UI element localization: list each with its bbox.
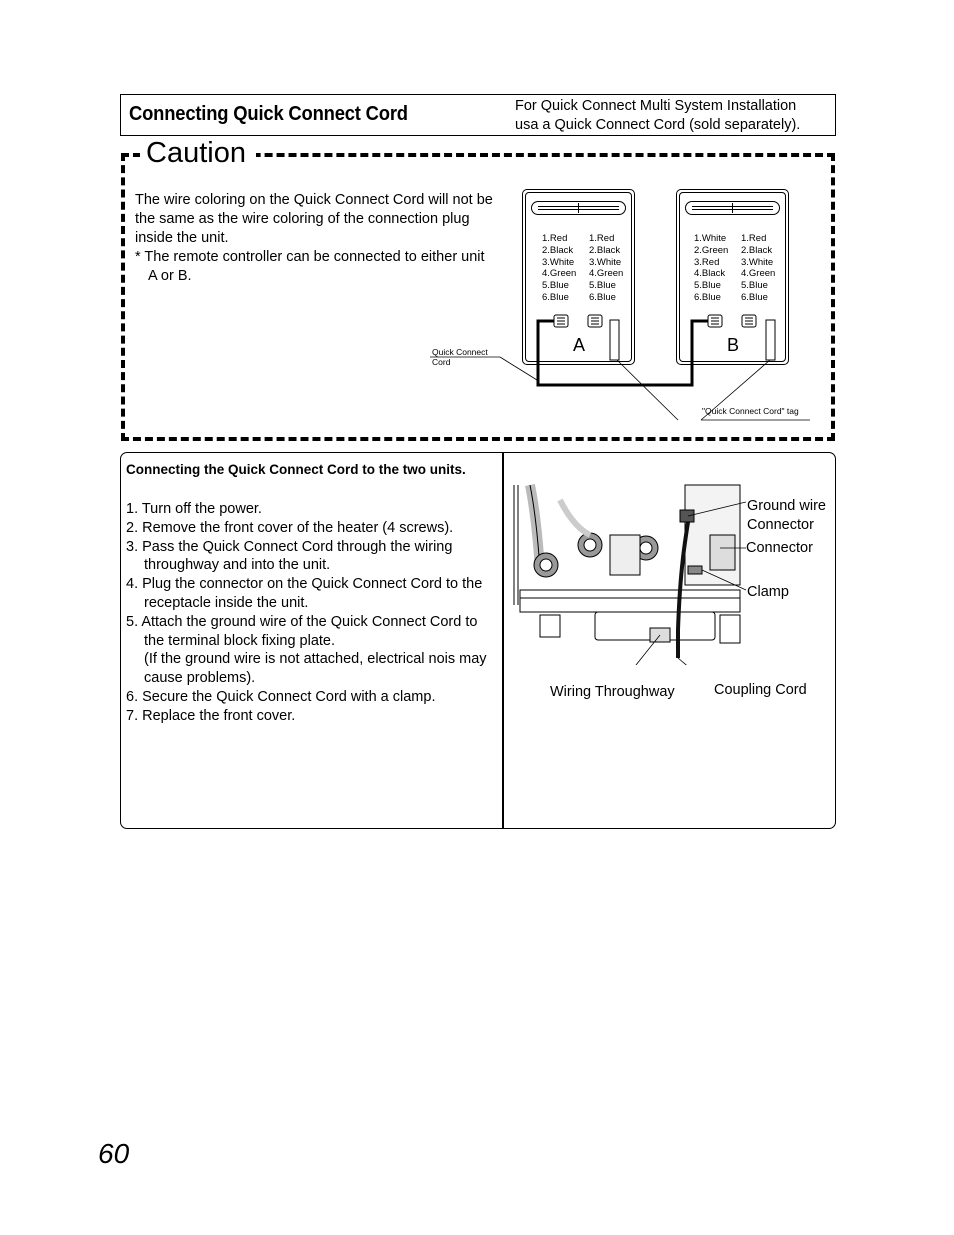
unit-a-wire-list-1: 1.Red 2.Black 3.White 4.Green 5.Blue 6.Blue	[542, 233, 577, 303]
unit-a-connectors	[554, 315, 619, 360]
unit-b-label: B	[727, 335, 740, 355]
section-title: Connecting Quick Connect Cord	[129, 103, 408, 125]
section-header-box	[120, 94, 836, 136]
instruction-step: 6. Secure the Quick Connect Cord with a clamp.	[126, 688, 436, 705]
unit-b-connectors	[708, 315, 775, 360]
quick-connect-cord-line	[538, 321, 708, 385]
instructions-divider	[502, 453, 504, 828]
quick-connect-cord-label	[432, 347, 488, 367]
cord-wiring-svg	[420, 180, 820, 425]
caution-paragraph: The wire coloring on the Quick Connect Cord will not be the same as the wire coloring of the connection plug inside the unit.	[135, 192, 493, 246]
header-note-line2: usa a Quick Connect Cord (sold separately).	[515, 117, 801, 133]
header-note	[515, 97, 835, 135]
instructions-title: Connecting the Quick Connect Cord to the two units.	[126, 462, 466, 477]
instruction-step: 7. Replace the front cover.	[126, 707, 296, 724]
unit-a-wire-list-2: 1.Red 2.Black 3.White 4.Green 5.Blue 6.Blue	[589, 233, 624, 303]
clamp-label: Clamp	[747, 584, 789, 600]
unit-interior-illustration	[510, 480, 750, 665]
instruction-step-note: (If the ground wire is not attached, electrical nois may cause problems).	[144, 651, 487, 687]
instructions-list	[126, 500, 496, 726]
caution-title: Caution	[140, 136, 256, 170]
ground-wire-connector-label: Ground wire Connector	[747, 498, 826, 533]
header-note-line1: For Quick Connect Multi System Installation	[515, 98, 797, 114]
instruction-step: 5. Attach the ground wire of the Quick Connect Cord to the terminal block fixing plate.	[126, 613, 478, 649]
instruction-step: 2. Remove the front cover of the heater (4 screws).	[126, 519, 454, 536]
coupling-cord-label: Coupling Cord	[714, 682, 807, 698]
unit-a-label: A	[573, 335, 586, 355]
cord-tag-label: "Quick Connect Cord" tag	[702, 406, 799, 416]
instruction-step: 4. Plug the connector on the Quick Connect Cord to the receptacle inside the unit.	[126, 576, 483, 611]
instruction-step: 1. Turn off the power.	[126, 501, 262, 517]
unit-connection-diagram	[420, 180, 820, 425]
cord-label-line2: Cord	[432, 357, 451, 367]
instruction-step: 3. Pass the Quick Connect Cord through the wiring throughway and into the unit.	[126, 538, 453, 574]
unit-b-wire-list-1: 1.White 2.Green 3.Red 4.Black 5.Blue 6.Blue	[694, 233, 729, 303]
connector-label: Connector	[746, 540, 813, 556]
caution-note: * The remote controller can be connected to either unit A or B.	[135, 249, 485, 284]
cord-label-line1: Quick Connect	[432, 347, 488, 357]
page-number: 60	[98, 1138, 130, 1169]
unit-b-wire-list-2: 1.Red 2.Black 3.White 4.Green 5.Blue 6.Blue	[741, 233, 776, 303]
wiring-throughway-label: Wiring Throughway	[550, 684, 675, 700]
